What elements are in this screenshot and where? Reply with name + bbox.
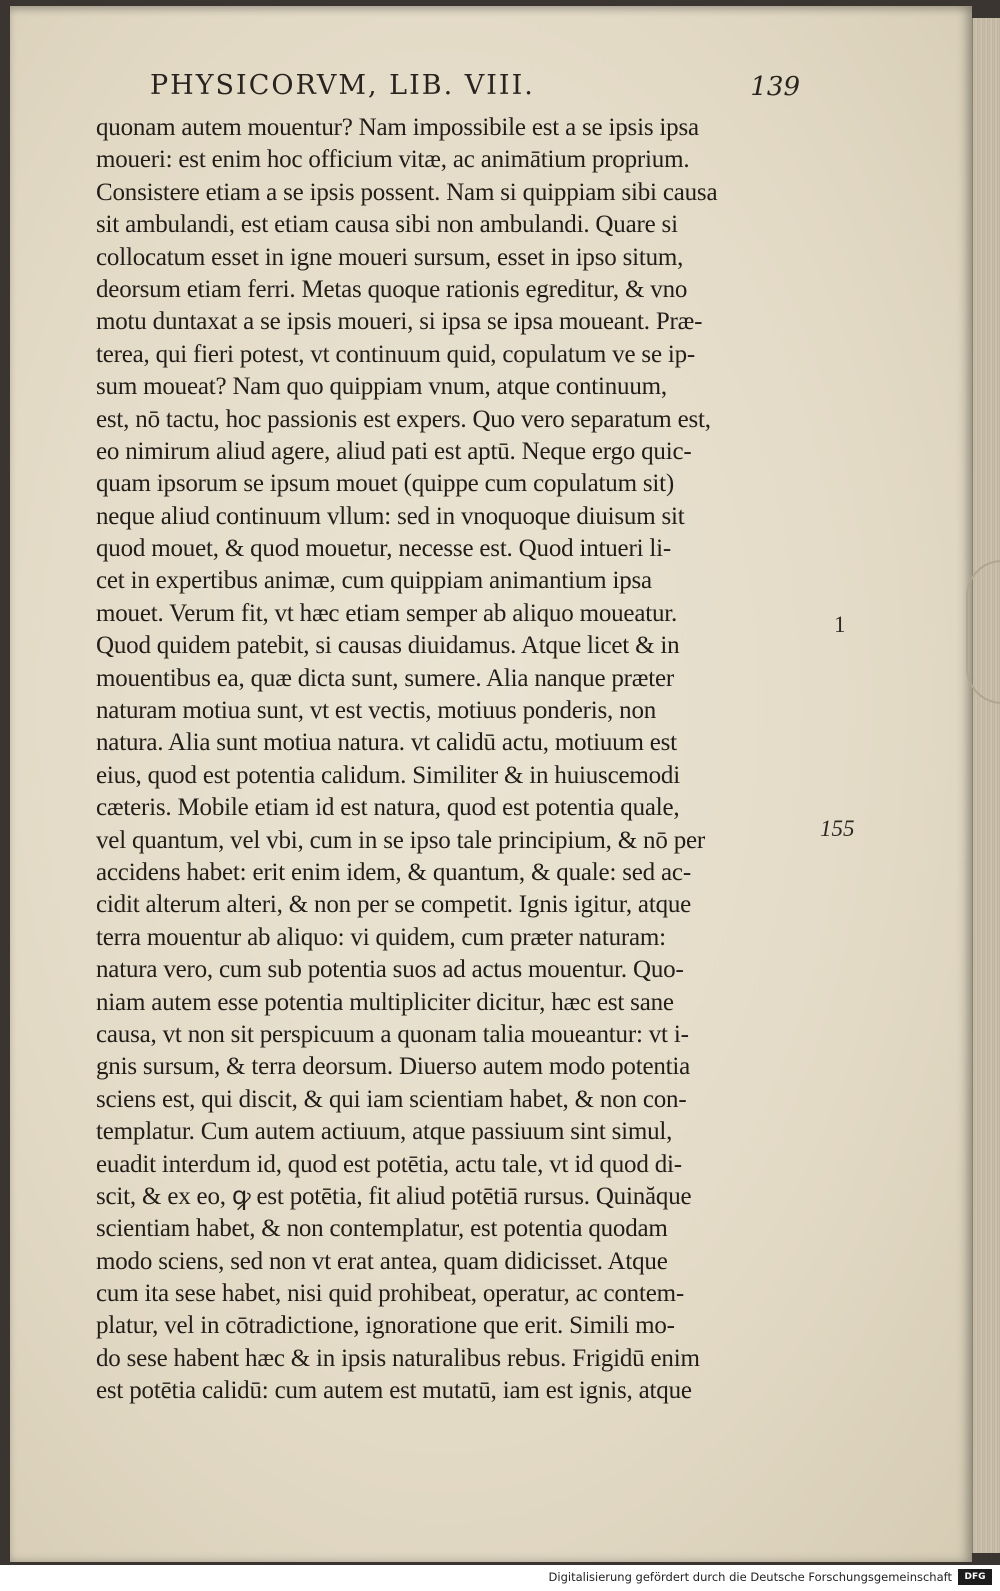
text-line: moueri: est enim hoc officium vitæ, ac animātium proprium.	[96, 146, 690, 174]
text-line: quod mouet, & quod mouetur, necesse est. Quod intueri li-	[96, 535, 671, 563]
text-line: scit, & ex eo, ꝙ est potētia, fit aliud potētiā rursus. Quinăque	[96, 1182, 692, 1210]
text-line: quonam autem mouentur? Nam impossibile est a se ipsis ipsa	[96, 114, 699, 141]
text-line: est, nō tactu, hoc passionis est expers. Quo vero separatum est,	[96, 405, 711, 433]
text-line: templatur. Cum autem actiuum, atque passiuum sint simul,	[96, 1118, 673, 1146]
text-line: naturam motiua sunt, vt est vectis, motiuus ponderis, non	[96, 697, 657, 725]
text-line: sciens est, qui discit, & qui iam scientiam habet, & non con-	[96, 1085, 687, 1113]
text-line: est potētia calidū: cum autem est mutatū, iam est ignis, atque	[96, 1377, 692, 1405]
text-line: modo sciens, sed non vt erat antea, quam didicisset. Atque	[96, 1247, 668, 1275]
text-line: neque aliud continuum vllum: sed in vnoquoque diuisum sit	[96, 502, 685, 530]
text-line: mouet. Verum fit, vt hæc etiam semper ab aliquo moueatur.	[96, 599, 678, 627]
text-line: gnis sursum, & terra deorsum. Diuerso autem modo potentia	[96, 1053, 691, 1081]
text-line: cæteris. Mobile etiam id est natura, quod est potentia quale,	[96, 794, 680, 822]
text-line: sum moueat? Nam quo quippiam vnum, atque continuum,	[96, 373, 667, 401]
page-edges	[972, 18, 1000, 1553]
text-line: natura. Alia sunt motiua natura. vt calidū actu, motiuum est	[96, 729, 677, 757]
text-line: niam autem esse potentia multipliciter dicitur, hæc est sane	[96, 988, 674, 1016]
text-line: euadit interdum id, quod est potētia, actu tale, vt id quod di-	[96, 1150, 682, 1178]
text-line: Consistere etiam a se ipsis possent. Nam si quippiam sibi causa	[96, 178, 718, 206]
text-line: motu duntaxat a se ipsis moueri, si ipsa se ipsa moueant. Præ-	[96, 308, 703, 336]
dfg-logo-icon: DFG	[958, 1569, 992, 1585]
running-title: PHYSICORVM, LIB. VIII.	[150, 70, 535, 101]
text-line: eius, quod est potentia calidum. Similiter & in huiuscemodi	[96, 761, 680, 789]
funding-credit: Digitalisierung gefördert durch die Deutsche Forschungsgemeinschaft	[548, 1570, 952, 1584]
book-clasp-mark	[966, 560, 1000, 704]
text-line: quam ipsorum se ipsum mouet (quippe cum copulatum sit)	[96, 470, 675, 498]
text-line: terea, qui fieri potest, vt continuum quid, copulatum ve se ip-	[96, 340, 696, 368]
text-line: vel quantum, vel vbi, cum in se ipso tale principium, & nō per	[96, 826, 706, 854]
text-line: cum ita sese habet, nisi quid prohibeat, operatur, ac contem-	[96, 1280, 684, 1308]
text-line: cidit alterum alteri, & non per se competit. Ignis igitur, atque	[96, 891, 692, 919]
text-line: platur, vel in cōtradictione, ignoratione que erit. Simili mo-	[96, 1312, 675, 1340]
text-line: mouentibus ea, quæ dicta sunt, sumere. Alia nanque præter	[96, 664, 675, 692]
text-line: do sese habent hæc & in ipsis naturalibus rebus. Frigidū enim	[96, 1344, 700, 1372]
text-line: Quod quidem patebit, si causas diuidamus. Atque licet & in	[96, 632, 680, 660]
text-line: causa, vt non sit perspicuum a quonam talia moueantur: vt i-	[96, 1020, 689, 1048]
page-header	[150, 60, 800, 110]
body-text	[96, 112, 808, 1408]
text-line: terra mouentur ab aliquo: vi quidem, cum præter naturam:	[96, 923, 666, 951]
digitization-footer	[0, 1565, 1000, 1591]
text-line: eo nimirum aliud agere, aliud pati est aptū. Neque ergo quic-	[96, 437, 692, 465]
page-number: 139	[750, 72, 800, 102]
text-line: deorsum etiam ferri. Metas quoque rationis egreditur, & vno	[96, 275, 688, 303]
text-line: cet in expertibus animæ, cum quippiam animantium ipsa	[96, 567, 652, 595]
margin-mark: 1	[834, 612, 846, 637]
text-line: scientiam habet, & non contemplatur, est potentia quodam	[96, 1215, 668, 1243]
text-line: sit ambulandi, est etiam causa sibi non ambulandi. Quare si	[96, 211, 678, 239]
text-line: collocatum esset in igne moueri sursum, esset in ipso situm,	[96, 243, 684, 271]
margin-page-ref: 155	[820, 816, 855, 841]
text-line: natura vero, cum sub potentia suos ad actus mouentur. Quo-	[96, 956, 684, 984]
text-line: accidens habet: erit enim idem, & quantum, & quale: sed ac-	[96, 858, 691, 886]
